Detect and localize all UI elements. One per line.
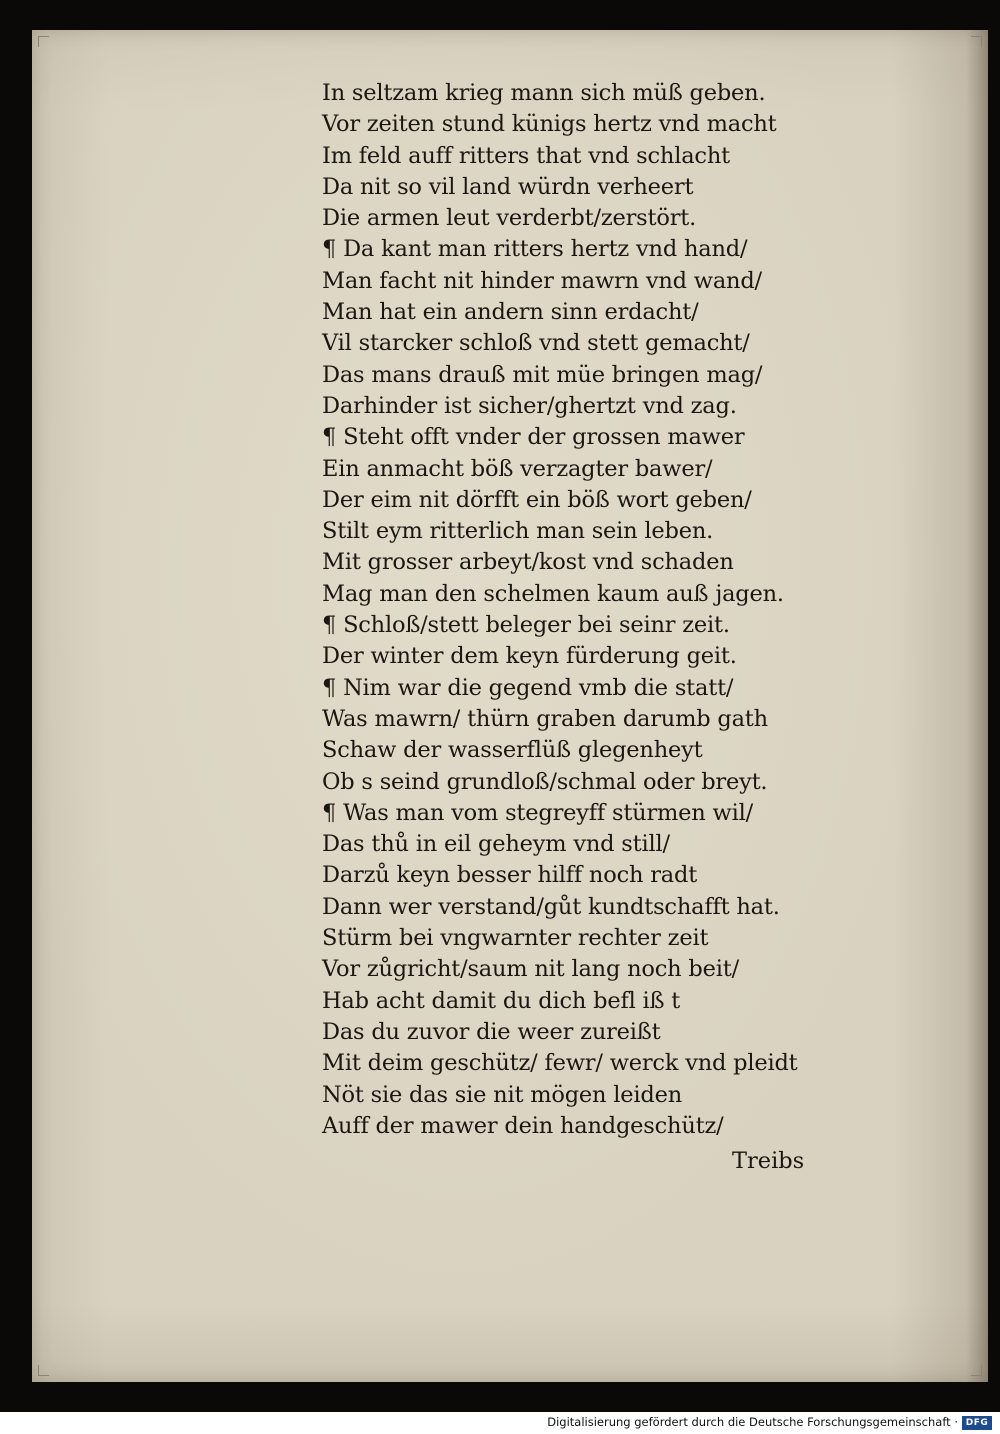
funding-credit: Digitalisierung gefördert durch die Deutsche Forschungsgemeinschaft · <box>547 1415 958 1429</box>
verse-line: Auff der mawer dein handgeschütz/ <box>322 1112 724 1139</box>
dfg-logo: DFG <box>962 1416 992 1430</box>
crop-mark-bottom-left <box>38 1365 49 1376</box>
verse-line: Der winter dem keyn fürderung geit. <box>322 643 737 670</box>
verse-line: Das du zuvor die weer zureißt <box>322 1018 661 1045</box>
crop-mark-top-right <box>971 36 982 47</box>
verse-text-block <box>322 78 798 1142</box>
verse-line: Das mans drauß mit müe bringen mag/ <box>322 361 763 388</box>
digitization-footer <box>0 1412 1000 1434</box>
verse-line: Dann wer verstand/gůt kundtschafft hat. <box>322 893 780 920</box>
verse-line: Das thů in eil geheym vnd still/ <box>322 831 670 858</box>
verse-line: Nöt sie das sie nit mögen leiden <box>322 1081 683 1108</box>
verse-line: In seltzam krieg mann sich müß geben. <box>322 80 766 106</box>
verse-line: Schaw der wasserflüß glegenheyt <box>322 737 703 764</box>
verse-line: Vor zeiten stund künigs hertz vnd macht <box>322 111 777 138</box>
verse-line: Ob s seind grundloß/schmal oder breyt. <box>322 768 768 795</box>
verse-line: Mit deim geschütz/ fewr/ werck vnd pleidt <box>322 1050 798 1077</box>
verse-line: ¶ Was man vom stegreyff stürmen wil/ <box>322 799 753 826</box>
verse-line: Man hat ein andern sinn erdacht/ <box>322 299 699 326</box>
verse-line: ¶ Nim war die gegend vmb die statt/ <box>322 674 734 701</box>
page-gutter-shadow <box>966 30 988 1382</box>
verse-line: Da nit so vil land würdn verheert <box>322 173 694 200</box>
verse-line: Man facht nit hinder mawrn vnd wand/ <box>322 267 762 294</box>
verse-line: Ein anmacht böß verzagter bawer/ <box>322 455 713 482</box>
verse-line: Stilt eym ritterlich man sein leben. <box>322 518 714 545</box>
verse-line: Darzů keyn besser hilff noch radt <box>322 862 698 889</box>
verse-line: Stürm bei vngwarnter rechter zeit <box>322 925 709 952</box>
catchword: Treibs <box>732 1148 805 1174</box>
verse-line: Mit grosser arbeyt/kost vnd schaden <box>322 549 734 576</box>
verse-line: ¶ Da kant man ritters hertz vnd hand/ <box>322 236 748 263</box>
crop-mark-bottom-right <box>971 1365 982 1376</box>
verse-line: ¶ Steht offt vnder der grossen mawer <box>322 424 745 451</box>
verse-line: Vor zůgricht/saum nit lang noch beit/ <box>322 956 739 983</box>
verse-line: Was mawrn/ thürn graben darumb gath <box>322 705 768 732</box>
verse-line: Vil starcker schloß vnd stett gemacht/ <box>322 330 750 357</box>
verse-line: ¶ Schloß/stett beleger bei seinr zeit. <box>322 612 730 639</box>
verse-line: Darhinder ist sicher/ghertzt vnd zag. <box>322 392 737 419</box>
verse-line: Mag man den schelmen kaum auß jagen. <box>322 580 784 607</box>
verse-line: Hab acht damit du dich befl iß t <box>322 987 681 1014</box>
verse-line: Die armen leut verderbt/zerstört. <box>322 205 697 232</box>
verse-line: Der eim nit dörfft ein böß wort geben/ <box>322 486 752 513</box>
verse-line: Im feld auff ritters that vnd schlacht <box>322 142 730 169</box>
crop-mark-top-left <box>38 36 49 47</box>
